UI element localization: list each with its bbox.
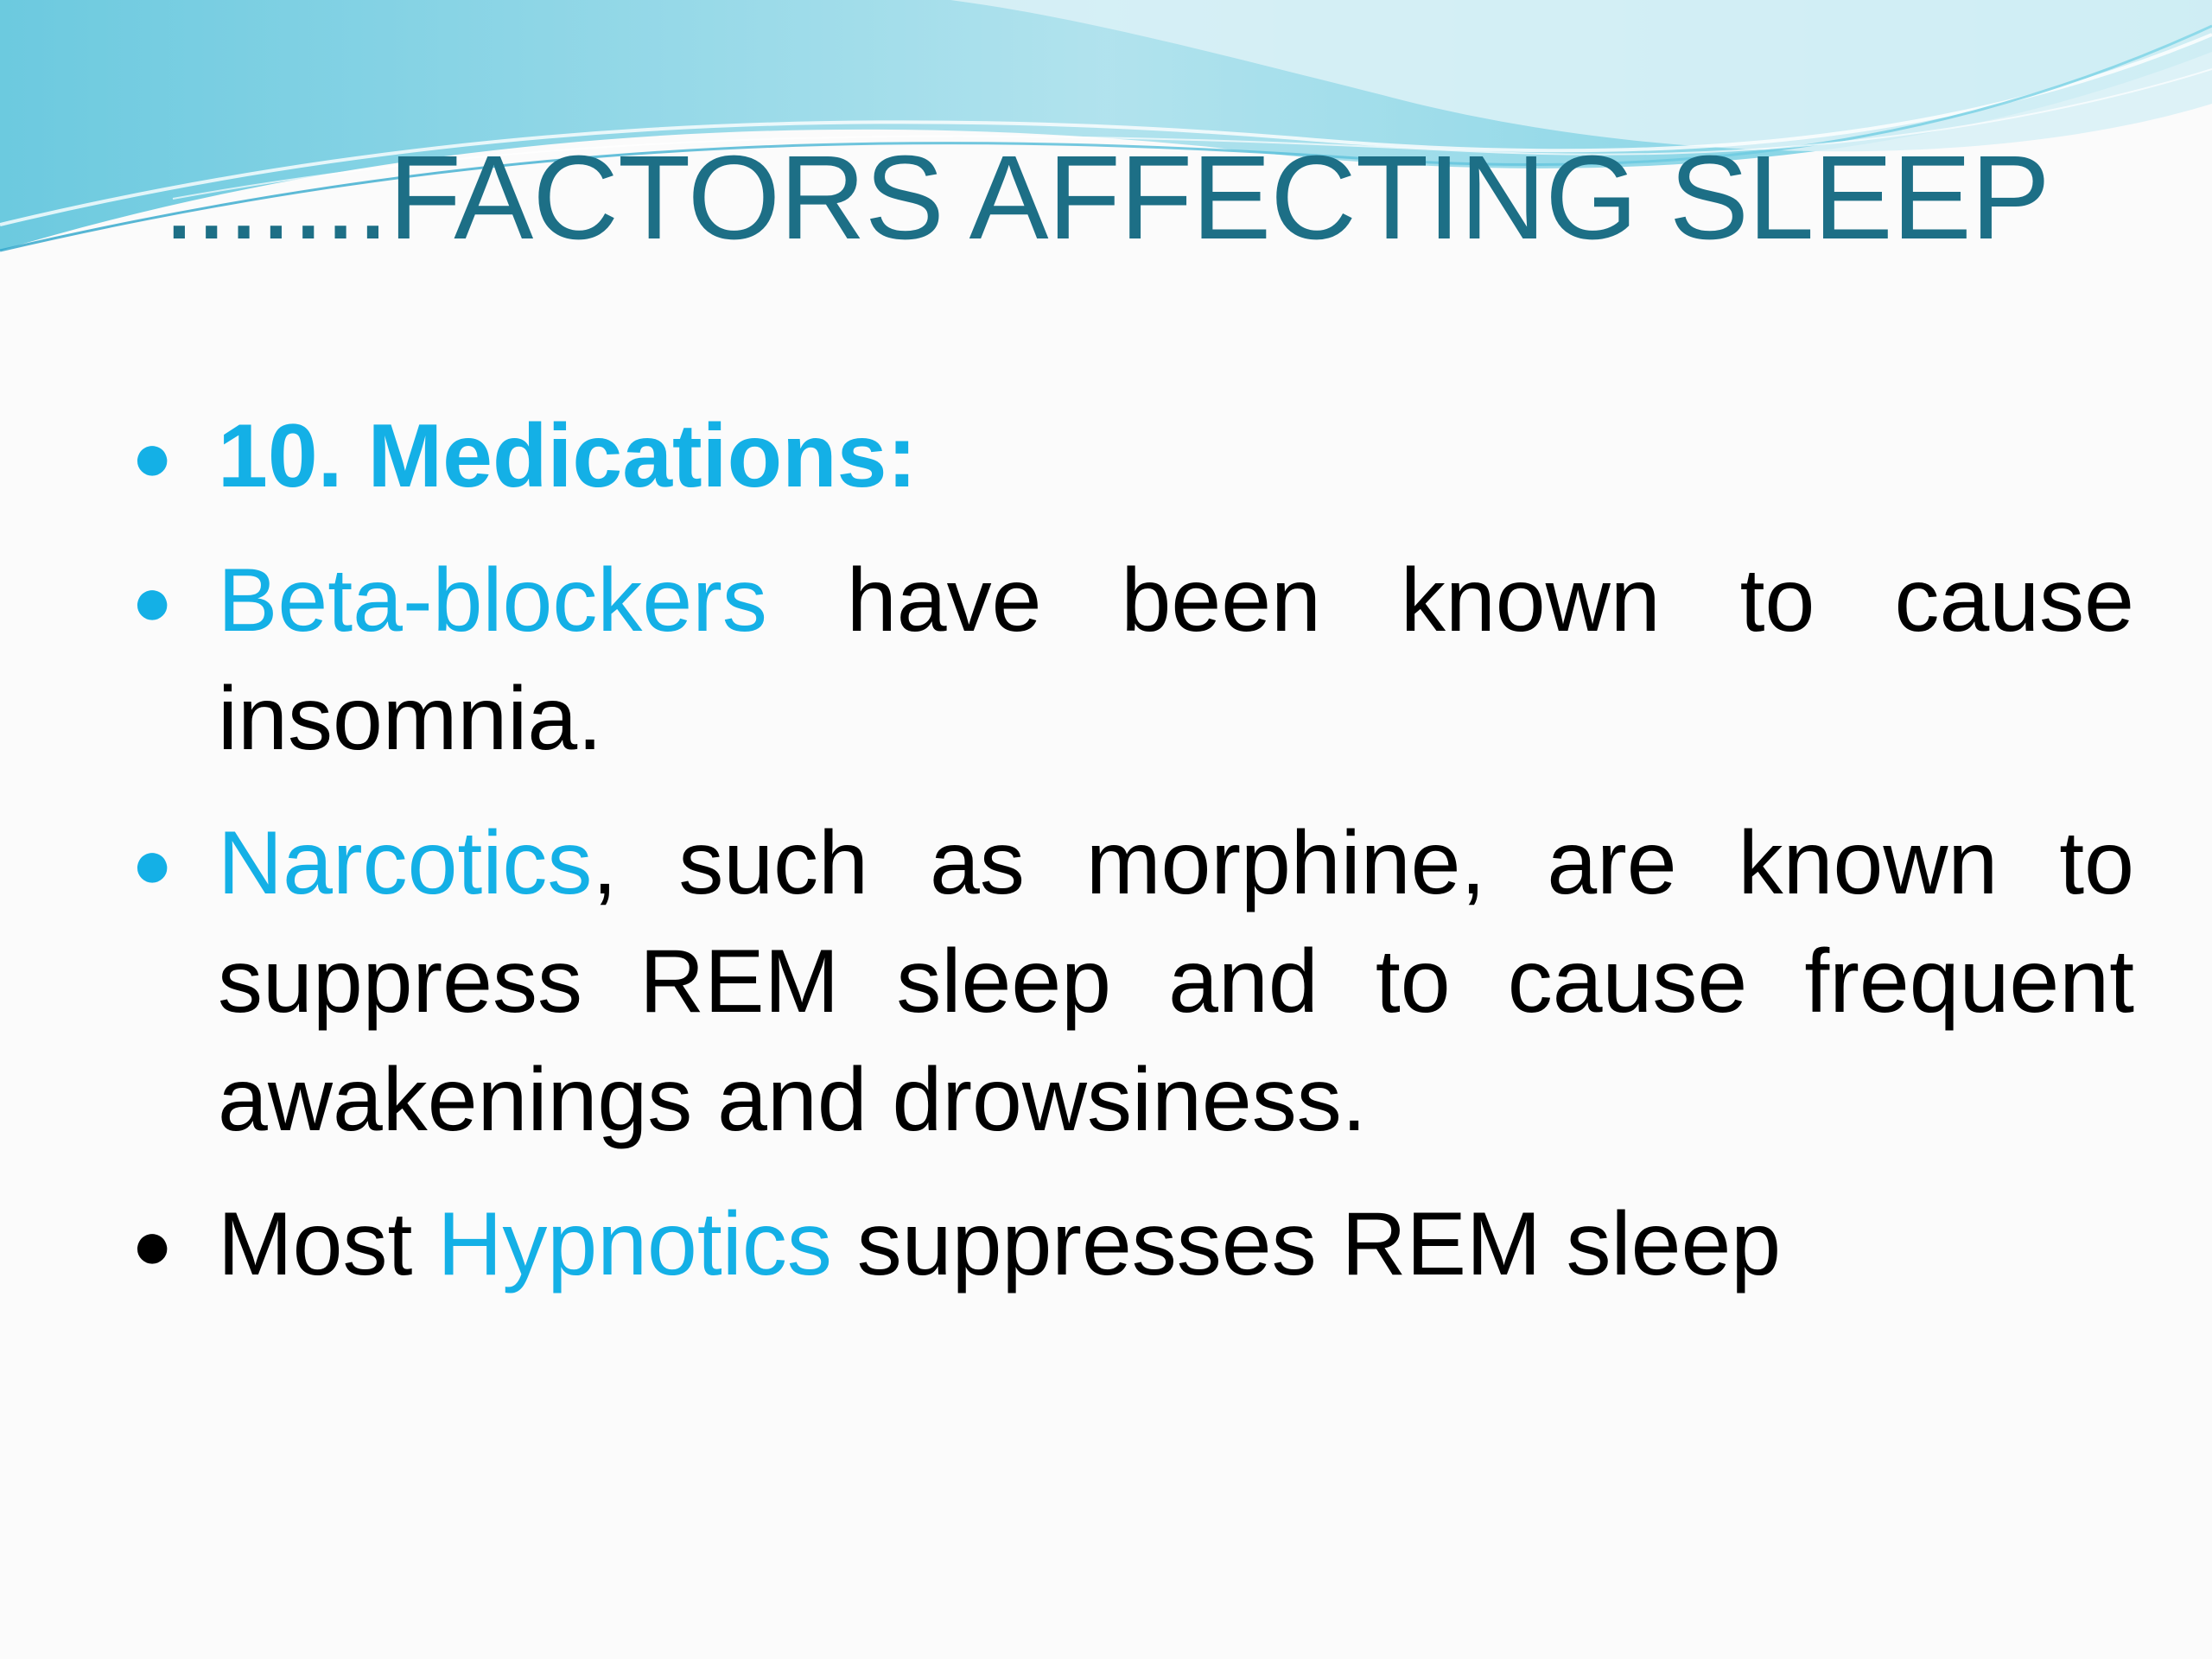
highlight-term-beta-blockers: Beta-blockers: [218, 550, 767, 651]
bullet-dot-icon: ●: [131, 418, 174, 495]
bullet-dot-icon: ●: [131, 825, 174, 902]
bullet-text: have been known to cause insomnia.: [218, 550, 2134, 769]
bullet-item-beta-blockers: [130, 542, 2134, 779]
bullet-item-narcotics: [130, 804, 2134, 1160]
bullet-item-hypnotics: [130, 1185, 2134, 1304]
slide-title: .......FACTORS AFFECTING SLEEP: [162, 131, 2050, 264]
bullet-prefix: Most: [218, 1194, 438, 1294]
bullet-item-medications-heading: [130, 397, 2134, 516]
highlight-term-hypnotics: Hypnotics: [437, 1194, 832, 1294]
bullet-text: suppresses REM sleep: [831, 1194, 1782, 1294]
bullet-text: , such as morphine, are known to suppress REM sleep and to cause frequent awakenings and drowsiness.: [218, 813, 2134, 1150]
bullet-dot-icon: ●: [131, 563, 174, 639]
bullet-heading: 10. Medications:: [218, 406, 918, 506]
bullet-list: [130, 397, 2134, 1330]
bullet-dot-icon: ●: [131, 1206, 174, 1283]
highlight-term-narcotics: Narcotics: [218, 813, 593, 913]
